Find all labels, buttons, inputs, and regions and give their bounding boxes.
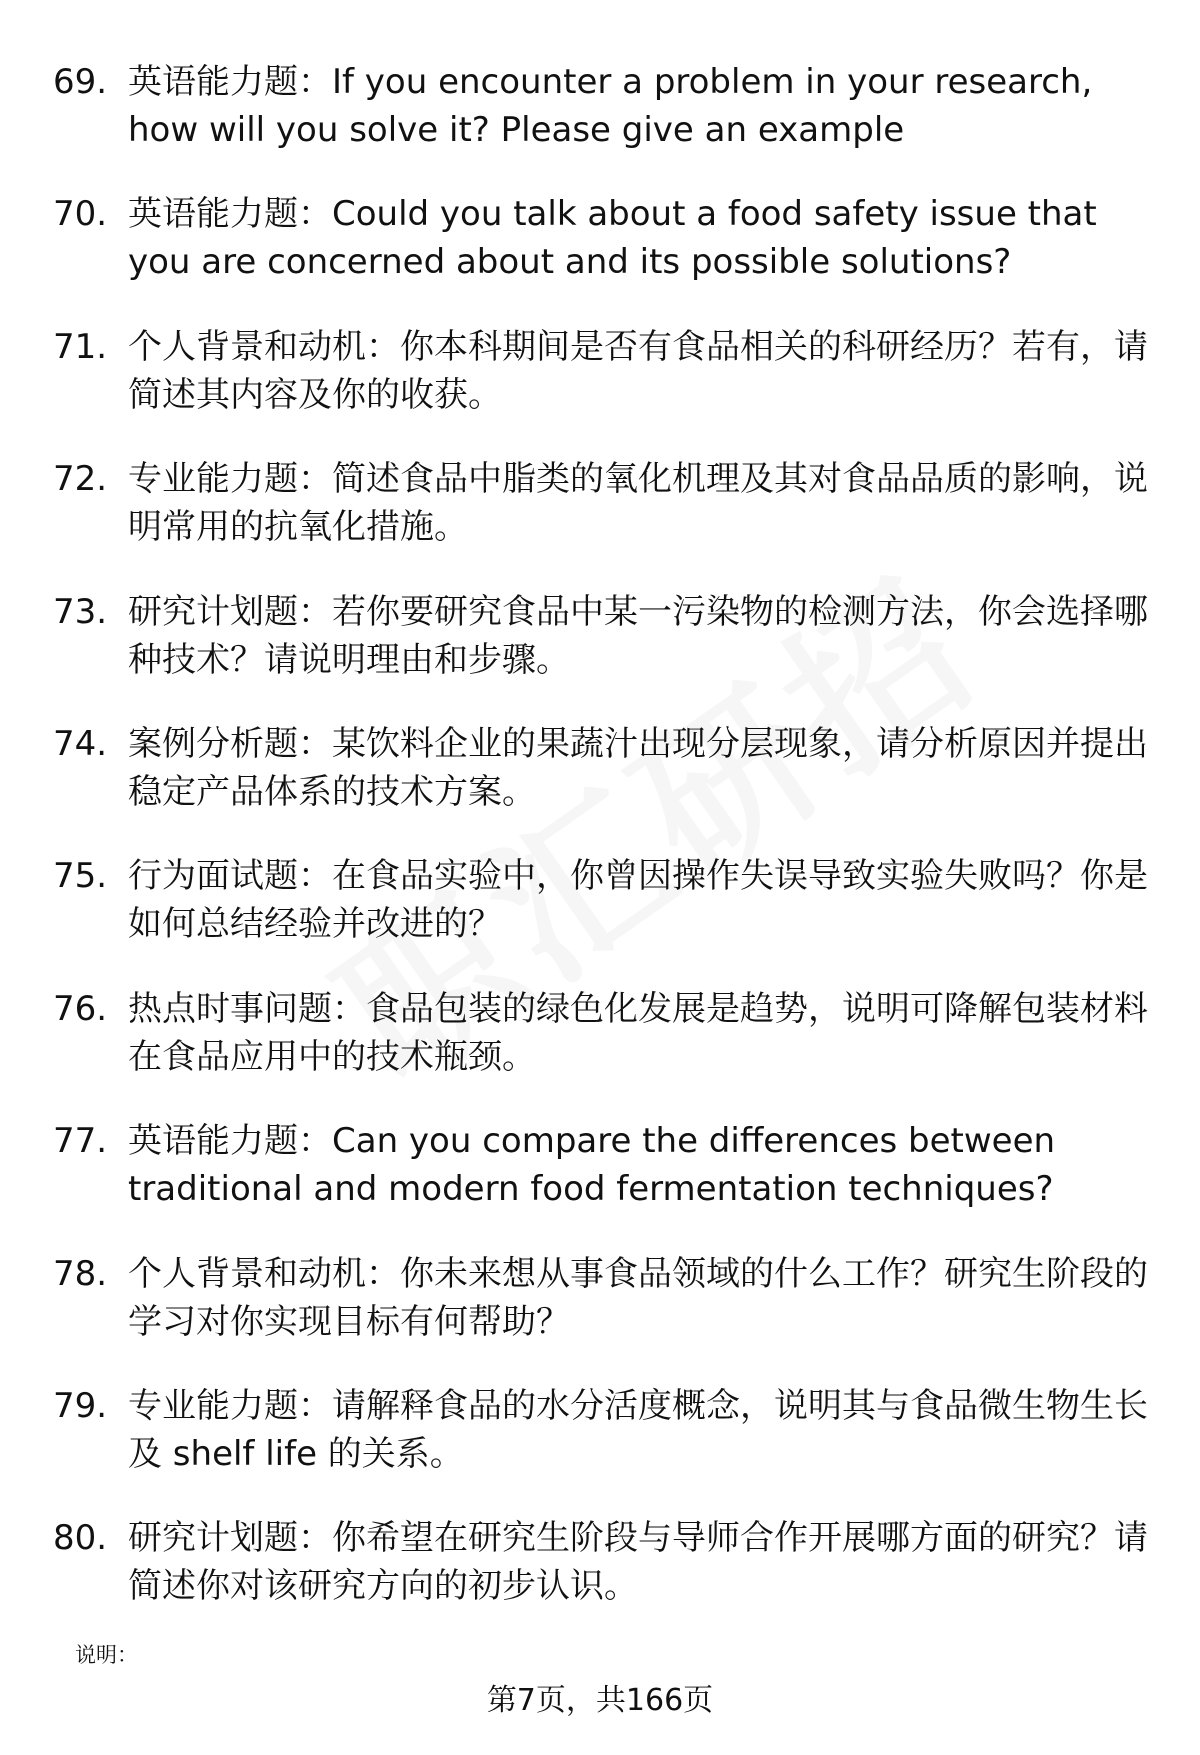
question-number: 69. (53, 62, 108, 102)
question-text: 行为面试题：在食品实验中，你曾因操作失误导致实验失败吗？你是如何总结经验并改进的？ (128, 856, 1148, 945)
question-number: 70. (53, 194, 108, 235)
question-item (0, 852, 1200, 984)
question-text: 英语能力题：Could you talk about a food safety issue that you are concerned about and its possible solutions? (128, 194, 1097, 283)
question-item (0, 58, 1200, 190)
question-text: 研究计划题：若你要研究食品中某一污染物的检测方法，你会选择哪种技术？请说明理由和步骤。 (128, 591, 1148, 680)
question-text: 个人背景和动机：你未来想从事食品领域的什么工作？研究生阶段的学习对你实现目标有何帮助？ (128, 1253, 1148, 1342)
question-number: 72. (53, 459, 108, 500)
question-text: 专业能力题：请解释食品的水分活度概念，说明其与食品微生物生长及 shelf life 的关系。 (128, 1385, 1148, 1474)
question-item (0, 985, 1200, 1117)
question-item (0, 455, 1200, 587)
question-item (0, 1250, 1200, 1382)
question-text: 热点时事问题：食品包装的绿色化发展是趋势，说明可降解包装材料在食品应用中的技术瓶颈。 (128, 988, 1148, 1077)
question-number: 73. (53, 591, 108, 632)
question-item (0, 720, 1200, 852)
question-number: 79. (53, 1385, 108, 1426)
question-text: 英语能力题：Can you compare the differences between traditional and modern food fermentation techniques? (128, 1121, 1056, 1210)
question-number: 78. (53, 1253, 108, 1294)
question-text: 专业能力题：简述食品中脂类的氧化机理及其对食品品质的影响，说明常用的抗氧化措施。 (128, 459, 1148, 548)
question-item (0, 190, 1200, 322)
page-footer: 第7页，共166页 (486, 1683, 714, 1718)
question-item (0, 323, 1200, 455)
question-number: 74. (53, 723, 108, 764)
question-number: 77. (53, 1121, 108, 1162)
question-item (0, 1514, 1200, 1646)
question-number: 76. (53, 988, 108, 1029)
question-text: 个人背景和动机：你本科期间是否有食品相关的科研经历？若有，请简述其内容及你的收获。 (128, 326, 1148, 415)
question-number: 75. (53, 856, 108, 897)
question-item (0, 588, 1200, 720)
question-item (0, 1117, 1200, 1249)
question-text: 案例分析题：某饮料企业的果蔬汁出现分层现象，请分析原因并提出稳定产品体系的技术方案。 (128, 723, 1148, 812)
question-item (0, 1382, 1200, 1514)
question-text: 研究计划题：你希望在研究生阶段与导师合作开展哪方面的研究？请简述你对该研究方向的初步认识。 (128, 1518, 1148, 1607)
note-label: 说明： (75, 1643, 138, 1667)
question-text: 英语能力题：If you encounter a problem in your research, how will you solve it? Please give an example (128, 62, 1093, 150)
question-number: 80. (53, 1518, 108, 1559)
question-number: 71. (53, 326, 108, 367)
question-list (0, 58, 1200, 1647)
